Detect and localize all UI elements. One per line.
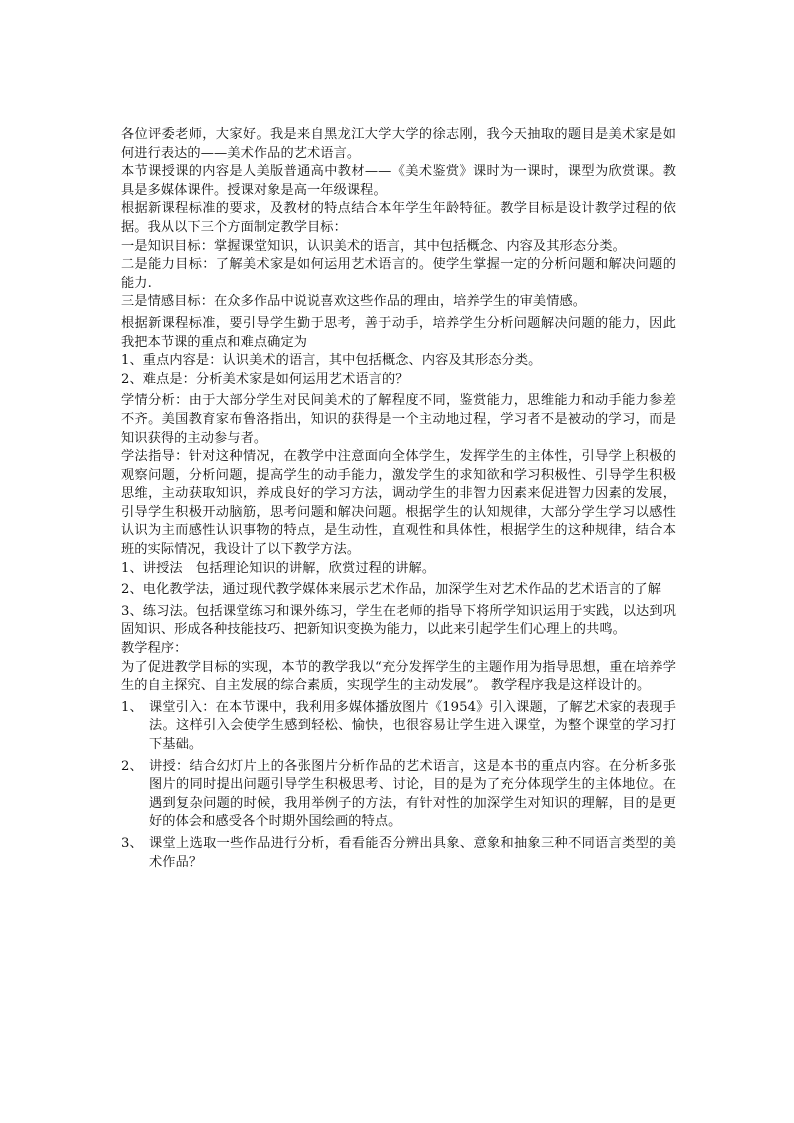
paragraph-intro: 各位评委老师，大家好。我是来自黑龙江大学大学的徐志刚，我今天抽取的题目是美术家是如何进行表达的——美术作品的艺术语言。 [121, 127, 676, 161]
procedure-item-2 [121, 758, 676, 832]
paragraph-procedure-intro: 为了促进教学目标的实现，本节的教学我以“充分发挥学生的主题作用为指导思想，重在培养学生的自主探究、自主发展的综合素质，实现学生的主动发展”。 教学程序我是这样设计的。 [121, 659, 676, 694]
paragraph-procedure-heading: 教学程序： [121, 641, 188, 657]
paragraph-difficulty: 2、难点是：分析美术家是如何运用艺术语言的？ [121, 371, 409, 387]
procedure-item-number: 3、 [121, 835, 143, 851]
procedure-item-number: 2、 [121, 758, 143, 774]
paragraph-ability-goal: 二是能力目标：了解美术家是如何运用艺术语言的。使学生掌握一定的分析问题和解决问题的能力. [121, 257, 676, 291]
procedure-item-1 [121, 699, 676, 755]
procedure-item-number: 1、 [121, 699, 143, 715]
paragraph-teaching-goals: 根据新课程标准的要求，及教材的特点结合本年学生年龄特征。教学目标是设计教学过程的依据。我从以下三个方面制定教学目标： [121, 201, 676, 235]
paragraph-key-content: 1、重点内容是：认识美术的语言，其中包括概念、内容及其形态分类。 [121, 353, 542, 369]
procedure-item-text: 课堂上选取一些作品进行分析，看看能否分辨出具象、意象和抽象三种不同语言类型的美术作品？ [149, 835, 676, 870]
paragraph-method-media: 2、电化教学法，通过现代教学媒体来展示艺术作品，加深学生对艺术作品的艺术语言的了解 [121, 582, 661, 598]
paragraph-emotion-goal: 三是情感目标：在众多作品中说说喜欢这些作品的理由，培养学生的审美情感。 [121, 294, 587, 310]
document-body [121, 126, 676, 872]
paragraph-method-practice: 3、练习法。包括课堂练习和课外练习，学生在老师的指导下将所学知识运用于实践，以达到巩固知识、形成各种技能技巧、把新知识变换为能力，以此来引起学生们心理上的共鸣。 [121, 603, 676, 638]
paragraph-course-content: 本节课授课的内容是人美版普通高中教材——《美术鉴赏》课时为一课时，课型为欣赏课。教具是多媒体课件。授课对象是高一年级课程。 [121, 164, 676, 198]
paragraph-learning-guidance: 学法指导：针对这种情况，在教学中注意面向全体学生，发挥学生的主体性，引导学上积极的观察问题，分析问题，提高学生的动手能力，激发学生的求知欲和学习积极性、引导学生积极思维，主动获取知识，养成良好的学习方法，调动学生的非智力因素来促进智力因素的发展，引导学生积极开动脑筋，思考问题和解决问题。根据学生的认知规律，大部分学生学习以感性认识为主而感性认识事物的特点，是生动性，直观性和具体性，根据学生的这种规律，结合本班的实际情况，我设计了以下教学方法。 [121, 449, 676, 558]
paragraph-learning-analysis: 学情分析：由于大部分学生对民间美术的了解程度不同，鉴赏能力，思维能力和动手能力参差不齐。美国教育家布鲁洛指出，知识的获得是一个主动地过程，学习者不是被动的学习，而是知识获得的主动参与者。 [121, 393, 676, 446]
procedure-item-text: 讲授：结合幻灯片上的各张图片分析作品的艺术语言，这是本书的重点内容。在分析多张图片的同时提出问题引导学生积极思考、讨论，目的是为了充分体现学生的主体地位。在遇到复杂问题的时候，我用举例子的方法，有针对性的加深学生对知识的理解，目的是更好的体会和感受各个时期外国绘画的特点。 [149, 758, 676, 830]
procedure-item-3 [121, 835, 676, 872]
paragraph-method-lecture: 1、讲授法 包括理论知识的讲解，欣赏过程的讲解。 [121, 560, 436, 576]
paragraph-key-points: 根据新课程标准，要引导学生勤于思考，善于动手，培养学生分析问题解决问题的能力，因此我把本节课的重点和难点确定为 [121, 315, 676, 350]
procedure-item-text: 课堂引入：在本节课中，我利用多媒体播放图片《1954》引入课题，了解艺术家的表现手法。这样引入会使学生感到轻松、愉快，也很容易让学生进入课堂，为整个课堂的学习打下基础。 [149, 699, 676, 752]
paragraph-knowledge-goal: 一是知识目标：掌握课堂知识，认识美术的语言，其中包括概念、内容及其形态分类。 [121, 238, 626, 254]
